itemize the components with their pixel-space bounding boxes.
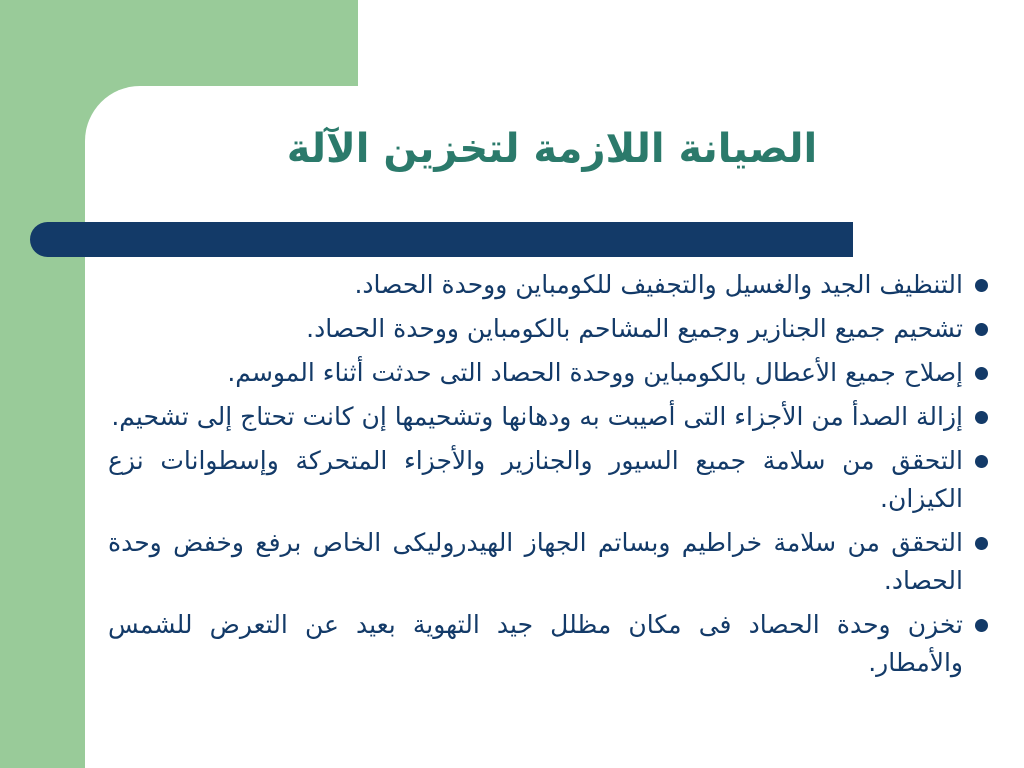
list-item	[108, 442, 988, 518]
bullet-text: إصلاح جميع الأعطال بالكومباين ووحدة الحصاد التى حدثت أثناء الموسم.	[227, 358, 963, 387]
list-item	[108, 354, 988, 392]
bullet-text: إزالة الصدأ من الأجزاء التى أصيبت به ودهانها وتشحيمها إن كانت تحتاج إلى تشحيم.	[111, 402, 963, 431]
bullet-dot-icon	[975, 619, 988, 632]
bullet-text: تشحيم جميع الجنازير وجميع المشاحم بالكومباين ووحدة الحصاد.	[306, 314, 963, 343]
list-item	[108, 398, 988, 436]
list-item	[108, 310, 988, 348]
bullet-dot-icon	[975, 279, 988, 292]
bullet-dot-icon	[975, 537, 988, 550]
green-left-strip	[0, 0, 85, 768]
list-item	[108, 524, 988, 600]
bullet-dot-icon	[975, 367, 988, 380]
slide-title: الصيانة اللازمة لتخزين الآلة	[286, 126, 818, 172]
bullet-dot-icon	[975, 411, 988, 424]
bullet-dot-icon	[975, 323, 988, 336]
bullet-dot-icon	[975, 455, 988, 468]
bullet-text: التنظيف الجيد والغسيل والتجفيف للكومباين ووحدة الحصاد.	[354, 270, 963, 299]
list-item	[108, 266, 988, 304]
list-item	[108, 606, 988, 682]
bullet-text: تخزن وحدة الحصاد فى مكان مظلل جيد التهوية بعيد عن التعرض للشمس والأمطار.	[108, 610, 963, 677]
bullet-list	[108, 266, 988, 688]
title-underline-bar	[30, 222, 853, 257]
bullet-text: التحقق من سلامة جميع السيور والجنازير والأجزاء المتحركة وإسطوانات نزع الكيزان.	[108, 446, 963, 513]
bullet-text: التحقق من سلامة خراطيم وبساتم الجهاز الهيدروليكى الخاص برفع وخفض وحدة الحصاد.	[108, 528, 963, 595]
